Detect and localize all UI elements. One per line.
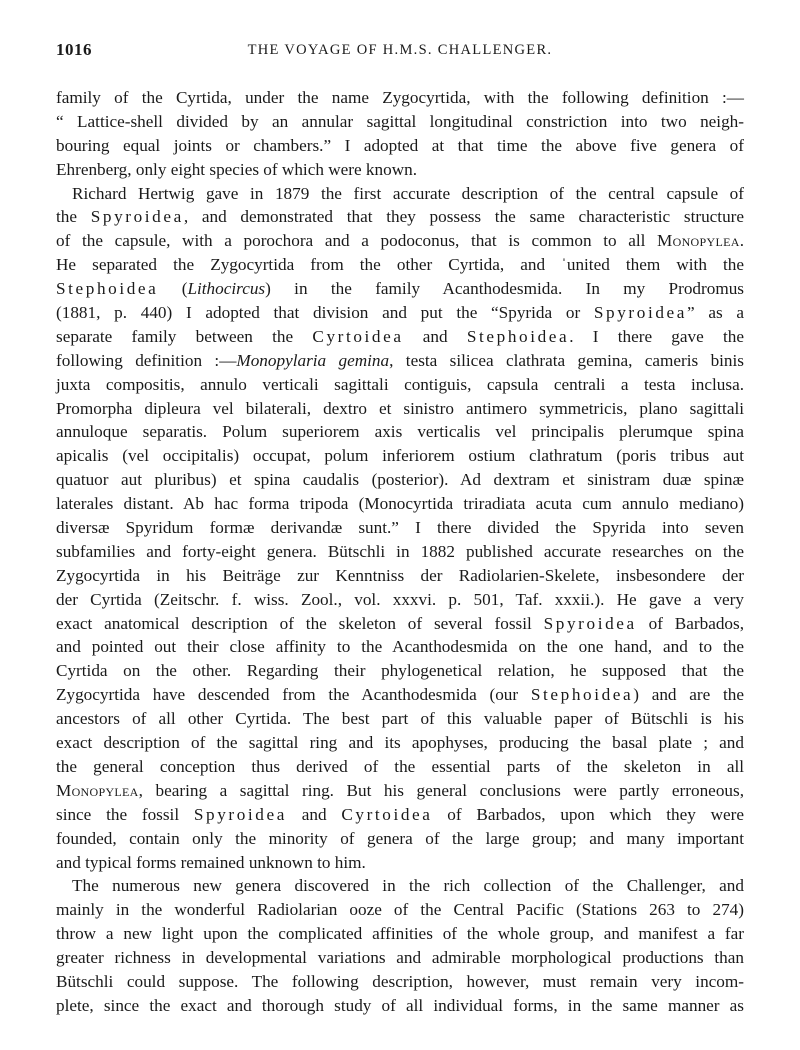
text-run: and [403,326,467,346]
text-run: of Barbados, [636,613,744,633]
text-line [56,301,744,325]
text-run: Lithocircus [187,279,266,299]
text-run: Spyroidea [193,804,287,824]
text-run: founded, contain only the minority of genera of the large group; and many important [56,828,744,848]
text-line [56,229,744,253]
text-run: juxta compositis, annulo verticali sagittali contiguis, capsula centrali a testa inclusa. [56,374,744,394]
text-run: Spyroidea [90,207,184,227]
text-run: , testa silicea clathrata gemina, cameris binis [389,350,744,370]
text-run: and pointed out their close affinity to the Acanthodesmida on the one hand, and to the [56,637,744,657]
text-run: subfamilies and forty-eight genera. Bütschli in 1882 published accurate researches on the [56,541,744,561]
text-run: and [286,804,342,824]
text-run: the general conception thus derived of the essential parts of the skeleton in all [56,756,744,776]
text-run: ( [158,279,188,299]
text-run: following definition :— [56,350,237,370]
text-run: Zygocyrtida have descended from the Acanthodesmida (our [56,685,531,705]
text-run: diversæ Spyridum formæ derivandæ sunt.” I there divided the Spyrida into seven [56,518,744,538]
text-line [56,444,744,468]
text-run: Spyroidea [593,303,687,323]
text-line [56,683,744,707]
text-line [56,827,744,851]
text-run: (1881, p. 440) I adopted that division and put the “Spyrida or [56,303,594,323]
text-run: He separated the Zygocyrtida from the other Cyrtida, and ˈunited them with the [56,255,744,275]
text-run: Zygocyrtida in his Beiträge zur Kenntniss der Radiolarien-Skelete, insbesondere der [56,565,744,585]
text-line [56,182,744,206]
text-line [56,755,744,779]
text-run: separate family between the [56,326,313,346]
text-line [56,803,744,827]
text-line [56,373,744,397]
text-run: since the fossil [56,804,194,824]
text-line [56,898,744,922]
text-run: ) and are the [633,685,744,705]
text-line [56,922,744,946]
page-number: 1016 [56,40,92,59]
text-line [56,851,744,875]
text-run: Monopylea [56,780,139,800]
text-line [56,468,744,492]
text-run: Promorpha dipleura vel bilaterali, dextro et sinistro antimero symmetricis, plano sagittali [56,398,744,418]
text-run: Cyrtoidea [341,804,433,824]
text-run: Stephoidea [530,685,634,705]
text-line [56,970,744,994]
text-line [56,588,744,612]
text-run: Stephoidea [56,279,159,299]
text-run: The numerous new genera discovered in the rich collection of the Challenger, and [72,876,744,896]
text-run: family of the Cyrtida, under the name Zygocyrtida, with the following definition :— [56,88,744,107]
text-line [56,707,744,731]
text-run: Cyrtida on the other. Regarding their phylogenetical relation, he supposed that the [56,661,744,681]
text-run: plete, since the exact and thorough study of all individual forms, in the same manner as [56,995,744,1015]
text-line [56,779,744,803]
text-run: , bearing a sagittal ring. But his general conclusions were partly erroneous, [138,780,744,800]
text-run: of the capsule, with a porochora and a podoconus, that is common to all [56,231,658,251]
page-header [56,36,744,66]
text-line [56,349,744,373]
text-line [56,994,744,1018]
text-line [56,946,744,970]
text-run: der Cyrtida (Zeitschr. f. wiss. Zool., vol. xxxvi. p. 501, Taf. xxxii.). He gave a very [56,589,744,609]
text-run: Ehrenberg, only eight species of which were known. [56,159,417,179]
text-line [56,158,744,182]
text-run: Monopylaria gemina [236,350,390,370]
text-line [56,277,744,301]
text-line [56,325,744,349]
text-run: , and demonstrated that they possess the same characteristic structure [183,207,745,227]
text-run: exact description of the sagittal ring and its apophyses, producing the basal plate ; and [56,733,744,753]
text-line [56,397,744,421]
text-run: Monopylea [657,231,740,251]
text-run: exact anatomical description of the skeleton of several fossil [56,613,544,633]
body-text [56,86,744,1018]
text-line [56,134,744,158]
text-run: annuloque separatis. Polum superiorem axis verticalis vel principalis plerumque spina [56,422,744,442]
text-run: Bütschli could suppose. The following description, however, must remain very incom- [56,971,744,991]
text-run: the [56,207,91,227]
text-line [56,540,744,564]
text-run: . I there gave the [569,326,744,346]
text-run: Cyrtoidea [312,326,404,346]
text-run: “ Lattice-shell divided by an annular sagittal longitudinal constriction into two neigh- [56,111,744,131]
text-line [56,516,744,540]
text-run: apicalis (vel occipitalis) occupat, polum inferiorem ostium clathratum (poris tribus aut [56,446,744,466]
text-run: ” as a [686,303,744,323]
text-run: mainly in the wonderful Radiolarian ooze of the Central Pacific (Stations 263 to 274) [56,900,744,920]
text-line [56,612,744,636]
text-line [56,86,744,110]
text-run: ancestors of all other Cyrtida. The best part of this valuable paper of Bütschli is his [56,709,744,729]
text-run: greater richness in developmental variations and admirable morphological productions than [56,948,744,968]
text-run: Richard Hertwig gave in 1879 the first accurate description of the central capsule of [72,183,744,203]
text-line [56,205,744,229]
text-line [56,731,744,755]
text-run: . [739,231,744,251]
text-run: bouring equal joints or chambers.” I adopted at that time the above five genera of [56,135,744,155]
running-title: THE VOYAGE OF H.M.S. CHALLENGER. [247,42,553,58]
text-line [56,874,744,898]
text-line [56,635,744,659]
text-run: and typical forms remained unknown to him. [56,852,366,872]
text-line [56,253,744,277]
text-run: ) in the family Acanthodesmida. In my Prodromus [265,279,744,299]
text-run: throw a new light upon the complicated affinities of the whole group, and manifest a far [56,924,744,944]
text-line [56,492,744,516]
text-line [56,110,744,134]
text-run: Stephoidea [466,326,570,346]
text-line [56,420,744,444]
text-run: laterales distant. Ab hac forma tripoda (Monocyrtida triradiata acuta cum annulo mediano) [56,494,744,514]
text-run: of Barbados, upon which they were [432,804,744,824]
text-line [56,564,744,588]
text-run: Spyroidea [543,613,637,633]
text-line [56,659,744,683]
text-run: quatuor aut pluribus) et spina caudalis (posterior). Ad dextram et sinistram duæ spinæ [56,470,744,490]
